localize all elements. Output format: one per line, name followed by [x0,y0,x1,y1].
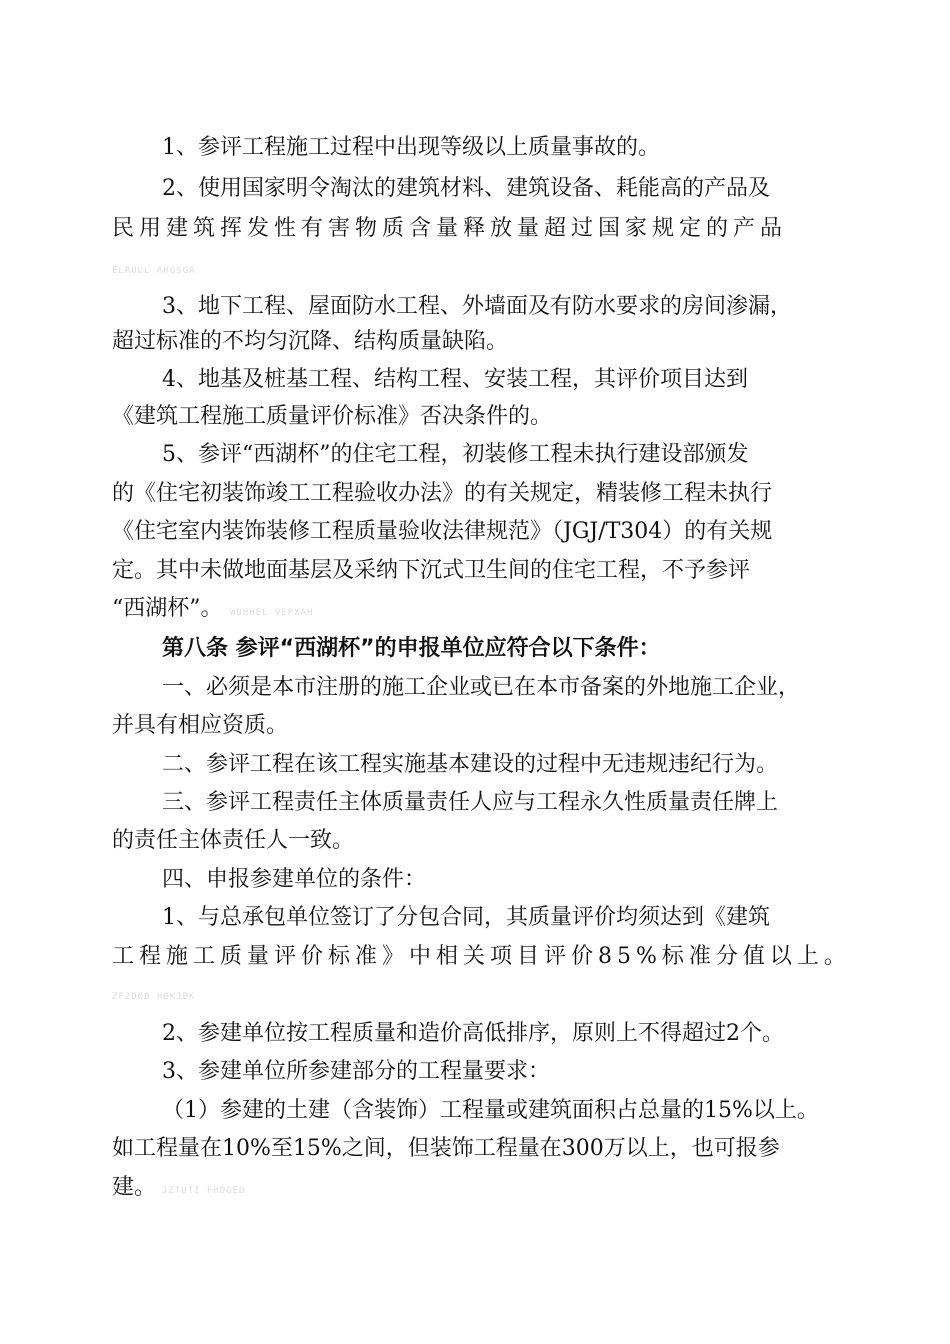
item-3-cont: 超过标准的不均匀沉降、结构质量缺陷。 [112,329,509,354]
watermark: WUHHEL VEPXAH [230,608,314,618]
item-4: 4、地基及桩基工程、结构工程、安装工程，其评价项目达到 [162,367,748,392]
watermark: ZF2D0B HBKJBK [112,992,196,1002]
sub-item-2: 2、参建单位按工程质量和造价高低排序，原则上不得超过2个。 [162,1021,784,1046]
sub-item-3-1-cont-2: 建。 [112,1175,157,1200]
sub-item-3-1: （1）参建的土建（含装饰）工程量或建筑面积占总量的15%以上。 [162,1098,819,1123]
item-1: 1、参评工程施工过程中出现等级以上质量事故的。 [162,135,660,160]
condition-1-cont: 并具有相应资质。 [112,713,289,738]
condition-2: 二、参评工程在该工程实施基本建设的过程中无违规违纪行为。 [162,752,779,777]
sub-item-3: 3、参建单位所参建部分的工程量要求： [162,1059,550,1084]
item-5: 5、参评“西湖杯”的住宅工程，初装修工程未执行建设部颁发 [162,442,749,467]
item-5-cont-2: 《住宅室内装饰装修工程质量验收法律规范》（JGJ/T304）的有关规 [112,519,773,544]
condition-3: 三、参评工程责任主体质量责任人应与工程永久性质量责任牌上 [162,790,779,815]
article-8-heading: 第八条 参评“西湖杯”的申报单位应符合以下条件： [162,636,661,661]
condition-4: 四、申报参建单位的条件： [162,867,427,892]
item-3: 3、地下工程、屋面防水工程、外墙面及有防水要求的房间渗漏， [162,294,792,319]
sub-item-3-1-cont: 如工程量在10%至15%之间，但装饰工程量在300万以上，也可报参 [112,1136,780,1161]
watermark: ELRUUL AHGSGA [112,266,196,276]
item-2: 2、使用国家明令淘汰的建筑材料、建筑设备、耗能高的产品及 [162,176,770,201]
item-5-cont-3: 定。其中未做地面基层及采纳下沉式卫生间的住宅工程，不予参评 [112,558,751,583]
item-5-cont-1: 的《住宅初装饰竣工工程验收办法》的有关规定，精装修工程未执行 [112,481,773,506]
sub-item-1: 1、与总承包单位签订了分包合同，其质量评价均须达到《建筑 [162,905,770,930]
item-5-cont-4: “西湖杯”。 [112,596,223,621]
condition-3-cont: 的责任主体责任人一致。 [112,828,355,853]
item-4-cont: 《建筑工程施工质量评价标准》否决条件的。 [112,404,553,429]
item-2-cont: 民用建筑挥发性有害物质含量释放量超过国家规定的产品 [112,216,788,241]
condition-1: 一、必须是本市注册的施工企业或已在本市备案的外地施工企业， [162,675,801,700]
watermark: JZTUTI FHDGED [162,1186,246,1196]
sub-item-1-cont: 工程施工质量评价标准》中相关项目评价85%标准分值以上。 [112,944,851,969]
